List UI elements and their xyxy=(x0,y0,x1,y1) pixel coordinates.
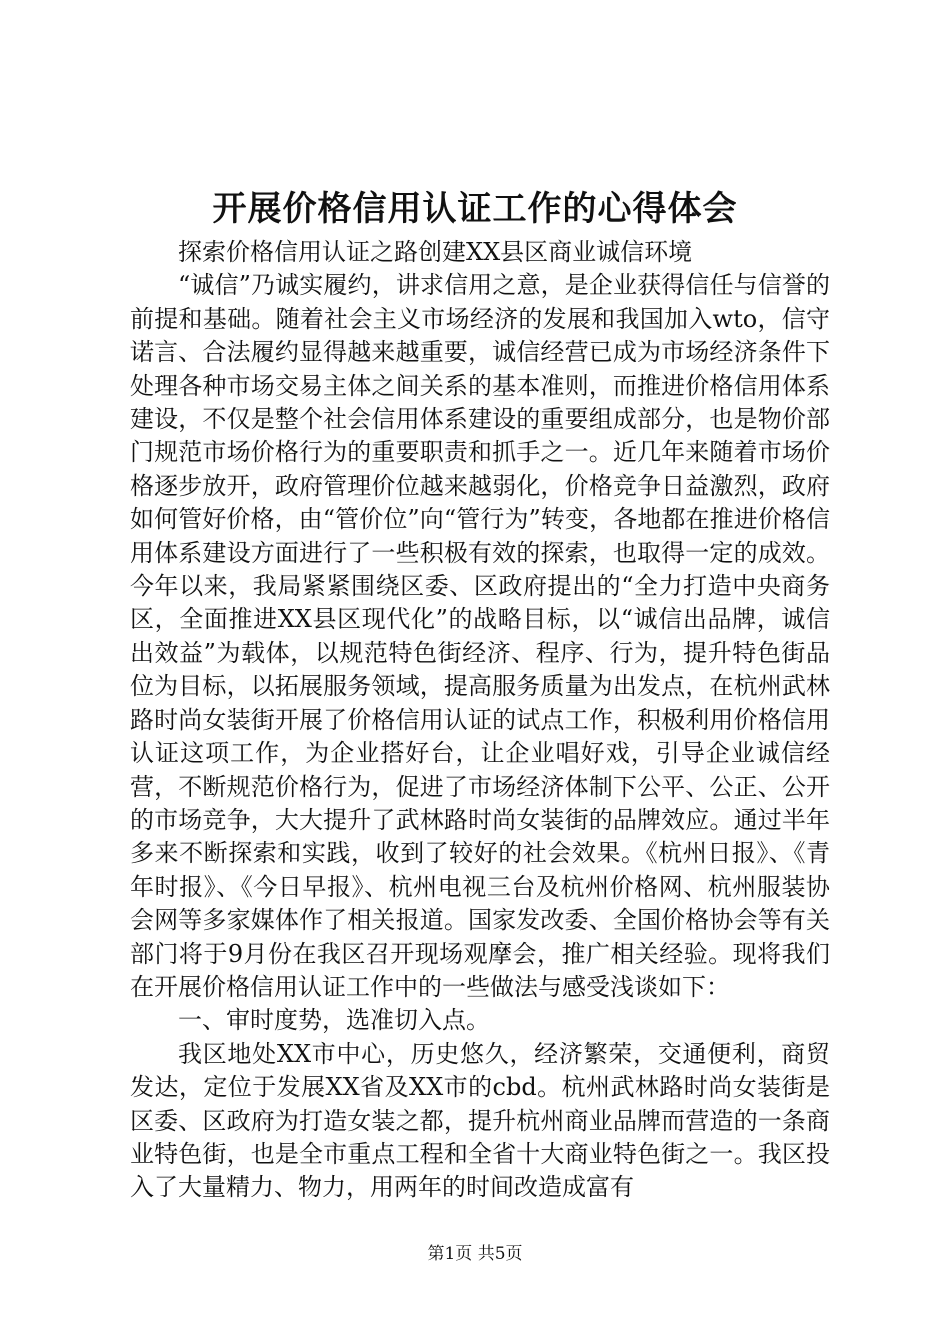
intro-paragraph: “诚信”乃诚实履约，讲求信用之意，是企业获得信任与信誉的前提和基础。随着社会主义市场经济的发展和我国加入wto，信守诺言、合法履约显得越来越重要，诚信经营已成为市场经济条件下处理各种市场交易主体之间关系的基本准则，而推进价格信用体系建设，不仅是整个社会信用体系建设的重要组成部分，也是物价部门规范市场价格行为的重要职责和抓手之一。近几年来随着市场价格逐步放开，政府管理价位越来越弱化，价格竞争日益激烈，政府如何管好价格，由“管价位”向“管行为”转变，各地都在推进价格信用体系建设方面进行了一些积极有效的探索，也取得一定的成效。今年以来，我局紧紧围绕区委、区政府提出的“全力打造中央商务区，全面推进XX县区现代化”的战略目标，以“诚信出品牌，诚信出效益”为载体，以规范特色街经济、程序、行为，提升特色街品位为目标，以拓展服务领域，提高服务质量为出发点，在杭州武林路时尚女装街开展了价格信用认证的试点工作，积极利用价格信用认证这项工作，为企业搭好台，让企业唱好戏，引导企业诚信经营，不断规范价格行为，促进了市场经济体制下公平、公正、公开的市场竞争，大大提升了武林路时尚女装街的品牌效应。通过半年多来不断探索和实践，收到了较好的社会效果。《杭州日报》、《青年时报》、《今日早报》、杭州电视三台及杭州价格网、杭州服装协会网等多家媒体作了相关报道。国家发改委、全国价格协会等有关部门将于9月份在我区召开现场观摩会，推广相关经验。现将我们在开展价格信用认证工作中的一些做法与感受浅谈如下： xyxy=(130,271,830,1001)
document-body xyxy=(130,236,830,1205)
subtitle-paragraph: 探索价格信用认证之路创建XX县区商业诚信环境 xyxy=(178,238,693,266)
document-title: 开展价格信用认证工作的心得体会 xyxy=(212,189,738,229)
page-footer: 第1页 共5页 xyxy=(427,1244,523,1264)
section-heading: 一、审时度势，选准切入点。 xyxy=(178,1006,490,1035)
section-paragraph: 我区地处XX市中心，历史悠久，经济繁荣，交通便利，商贸发达，定位于发展XX省及XX市的cbd。杭州武林路时尚女装街是区委、区政府为打造女装之都，提升杭州商业品牌而营造的一条商业特色街，也是全市重点工程和全省十大商业特色街之一。我区投入了大量精力、物力，用两年的时间改造成富有 xyxy=(130,1039,830,1202)
